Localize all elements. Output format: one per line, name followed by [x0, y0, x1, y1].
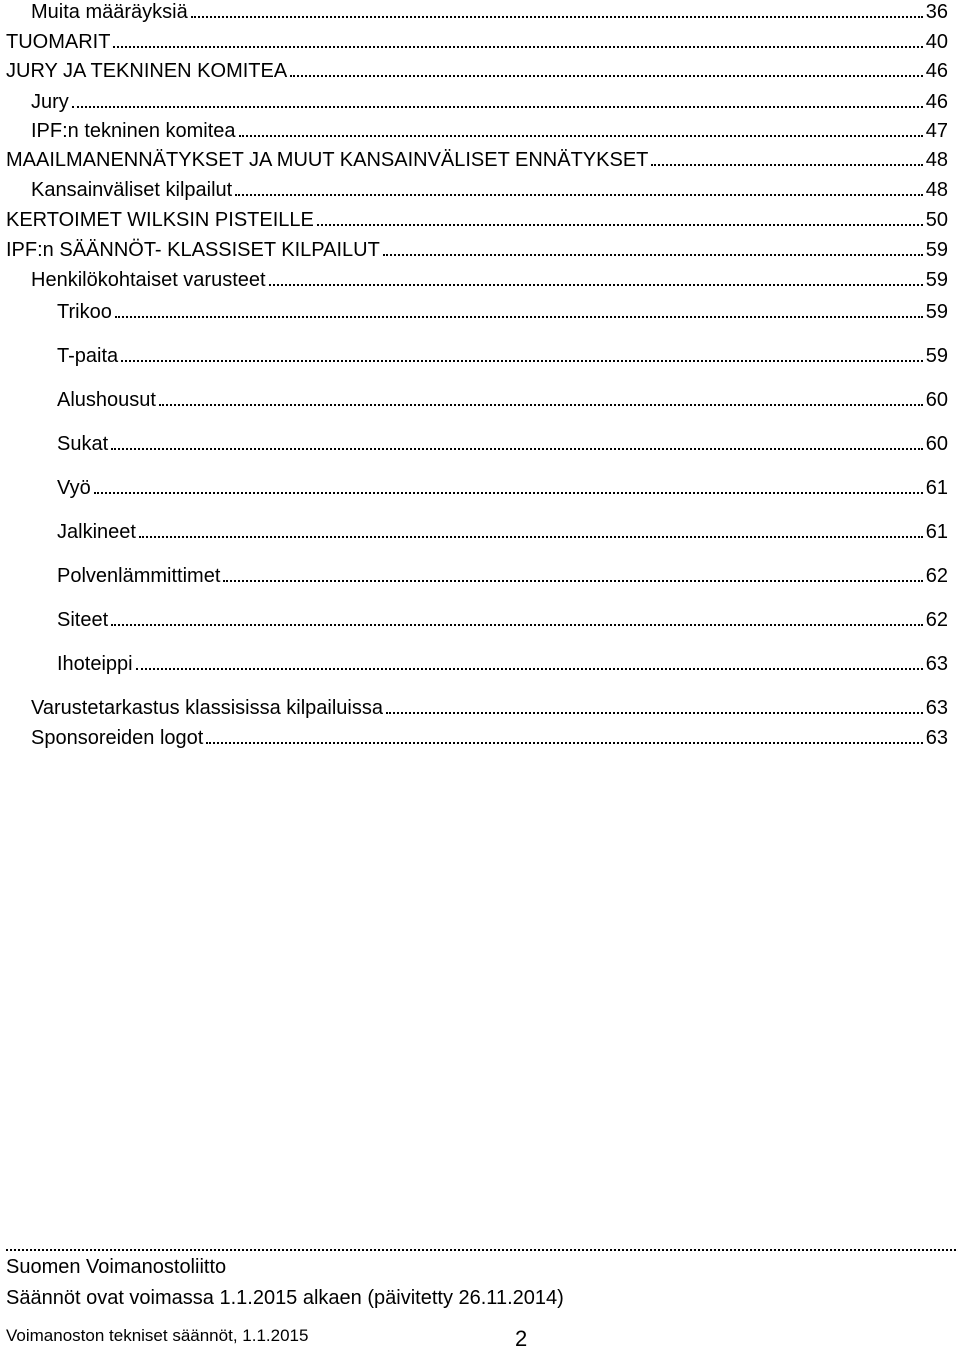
toc-entry[interactable]	[57, 520, 948, 544]
toc-entry-page: 59	[925, 345, 948, 367]
toc-entry-page: 40	[925, 31, 948, 53]
toc-entry[interactable]	[6, 238, 948, 262]
toc-dot-leader	[139, 536, 923, 538]
footer-divider	[6, 1249, 956, 1251]
toc-entry-page: 50	[925, 209, 948, 231]
toc-entry-page: 61	[925, 521, 948, 543]
toc-dot-leader	[235, 194, 923, 196]
toc-entry-page: 46	[925, 91, 948, 113]
toc-entry-page: 63	[925, 653, 948, 675]
toc-dot-leader	[223, 580, 922, 582]
toc-entry-title: KERTOIMET WILKSIN PISTEILLE	[6, 209, 314, 231]
toc-entry[interactable]	[57, 652, 948, 676]
toc-dot-leader	[383, 254, 923, 256]
toc-entry[interactable]	[31, 726, 948, 750]
toc-entry-title: T-paita	[57, 345, 119, 367]
toc-dot-leader	[206, 742, 922, 744]
toc-entry[interactable]	[31, 178, 948, 202]
toc-entry-title: Sukat	[57, 433, 109, 455]
toc-entry[interactable]	[31, 0, 948, 24]
toc-entry-page: 62	[925, 565, 948, 587]
toc-entry-page: 60	[925, 433, 948, 455]
toc-entry[interactable]	[57, 608, 948, 632]
toc-entry-page: 47	[925, 120, 948, 142]
toc-dot-leader	[191, 16, 923, 18]
toc-entry-title: Trikoo	[57, 301, 112, 323]
toc-dot-leader	[121, 360, 923, 362]
toc-entry[interactable]	[57, 564, 948, 588]
toc-dot-leader	[94, 492, 923, 494]
toc-entry-title: Henkilökohtaiset varusteet	[31, 269, 266, 291]
toc-entry-title: Sponsoreiden logot	[31, 727, 204, 749]
toc-entry-title: JURY JA TEKNINEN KOMITEA	[6, 60, 288, 82]
toc-entry-page: 59	[925, 239, 948, 261]
toc-entry-title: Varustetarkastus klassisissa kilpailuissa	[31, 697, 383, 719]
toc-entry-page: 46	[925, 60, 948, 82]
toc-entry-page: 61	[925, 477, 948, 499]
toc-dot-leader	[111, 448, 923, 450]
toc-dot-leader	[159, 404, 923, 406]
toc-entry-page: 48	[925, 149, 948, 171]
toc-dot-leader	[111, 624, 923, 626]
toc-entry-title: Jury	[31, 91, 69, 113]
toc-entry[interactable]	[6, 59, 948, 83]
toc-dot-leader	[113, 46, 922, 48]
toc-entry-title: IPF:n SÄÄNNÖT- KLASSISET KILPAILUT	[6, 239, 380, 261]
toc-entry-page: 63	[925, 727, 948, 749]
footer-validity: Säännöt ovat voimassa 1.1.2015 alkaen (päivitetty 26.11.2014)	[6, 1287, 564, 1309]
toc-entry-title: Jalkineet	[57, 521, 136, 543]
toc-entry[interactable]	[6, 30, 948, 54]
toc-dot-leader	[136, 668, 923, 670]
toc-dot-leader	[269, 284, 923, 286]
toc-entry-title: Polvenlämmittimet	[57, 565, 221, 587]
footer-document-title: Voimanoston tekniset säännöt, 1.1.2015	[6, 1326, 309, 1345]
toc-entry-title: Siteet	[57, 609, 109, 631]
toc-entry[interactable]	[57, 476, 948, 500]
page-number: 2	[515, 1326, 528, 1351]
toc-dot-leader	[115, 316, 923, 318]
toc-dot-leader	[239, 135, 923, 137]
toc-entry-title: Vyö	[57, 477, 91, 499]
toc-entry[interactable]	[6, 208, 948, 232]
toc-entry-page: 59	[925, 269, 948, 291]
toc-entry[interactable]	[57, 300, 948, 324]
toc-entry[interactable]	[6, 148, 948, 172]
toc-dot-leader	[72, 106, 923, 108]
toc-entry[interactable]	[31, 90, 948, 114]
toc-entry-page: 48	[925, 179, 948, 201]
toc-entry[interactable]	[57, 388, 948, 412]
toc-entry[interactable]	[57, 344, 948, 368]
footer-organization: Suomen Voimanostoliitto	[6, 1256, 227, 1278]
toc-dot-leader	[651, 164, 922, 166]
toc-entry-title: Kansainväliset kilpailut	[31, 179, 233, 201]
toc-entry-page: 60	[925, 389, 948, 411]
toc-entry[interactable]	[31, 119, 948, 143]
toc-dot-leader	[317, 224, 923, 226]
toc-dot-leader	[386, 712, 923, 714]
toc-entry-title: Muita määräyksiä	[31, 1, 188, 23]
toc-entry-title: IPF:n tekninen komitea	[31, 120, 236, 142]
toc-entry[interactable]	[57, 432, 948, 456]
toc-dot-leader	[290, 75, 923, 77]
toc-entry-page: 59	[925, 301, 948, 323]
toc-entry-title: MAAILMANENNÄTYKSET JA MUUT KANSAINVÄLISET ENNÄTYKSET	[6, 149, 649, 171]
toc-entry-page: 36	[925, 1, 948, 23]
toc-entry-title: Ihoteippi	[57, 653, 133, 675]
toc-entry-title: TUOMARIT	[6, 31, 111, 53]
toc-entry-page: 63	[925, 697, 948, 719]
toc-entry[interactable]	[31, 268, 948, 292]
toc-entry-title: Alushousut	[57, 389, 156, 411]
toc-entry[interactable]	[31, 696, 948, 720]
toc-entry-page: 62	[925, 609, 948, 631]
